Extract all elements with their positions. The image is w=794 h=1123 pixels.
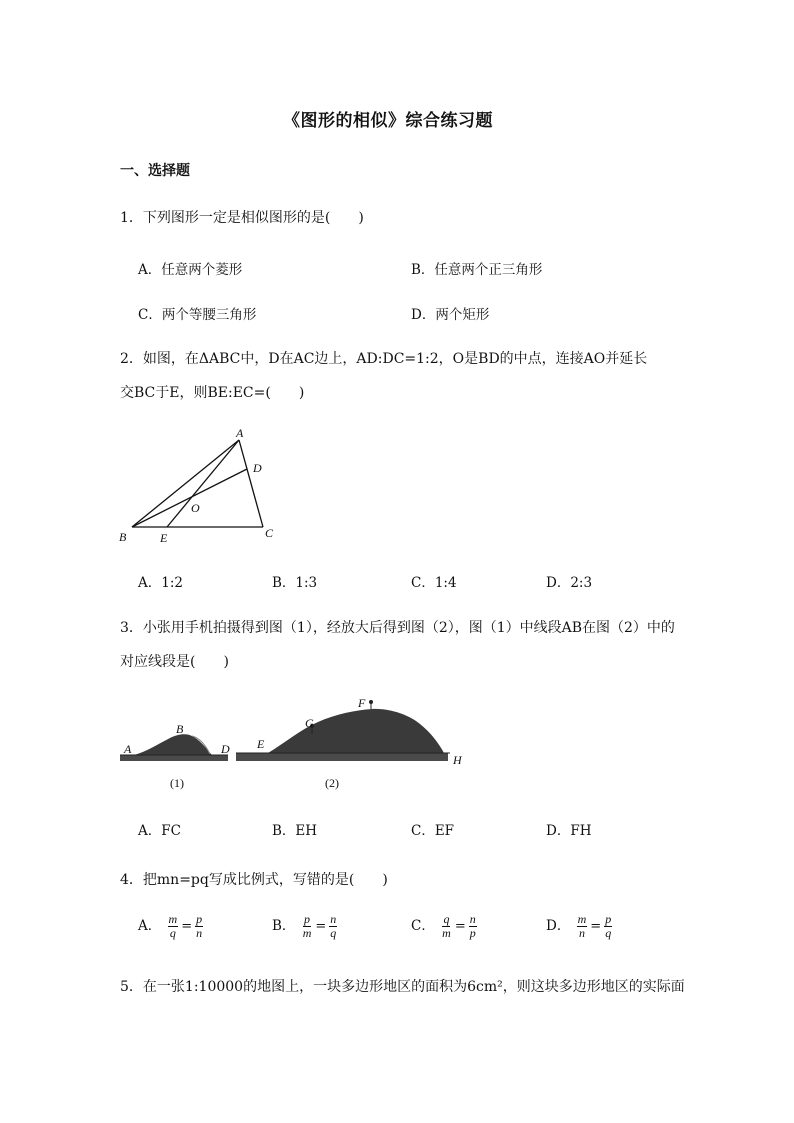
fraction-numerator: p xyxy=(605,912,612,926)
question-3-option-d[interactable]: D．FH xyxy=(546,823,592,839)
question-3-option-c[interactable]: C．EF xyxy=(411,823,455,839)
label-o: O xyxy=(191,501,200,515)
question-3-stem-line-1: 3．小张用手机拍摄得到图（1），经放大后得到图（2），图（1）中线段AB在图（2）中的 xyxy=(120,620,675,636)
caption-1: (1) xyxy=(170,776,184,790)
fraction-denominator: n xyxy=(196,926,203,940)
label-e: E xyxy=(257,737,265,751)
label-d: D xyxy=(221,742,230,756)
photo-2-image xyxy=(236,700,450,761)
caption-2: (2) xyxy=(325,776,339,790)
question-2-option-a[interactable]: A．1:2 xyxy=(138,575,183,591)
fraction-numerator: n xyxy=(330,912,337,926)
question-4-option-c[interactable]: C． $\frac{q}{m}$ = $\frac{n}{p}$ xyxy=(411,912,476,940)
fraction-denominator: m xyxy=(302,926,312,940)
section-heading: 一、选择题 xyxy=(120,163,190,179)
question-2-stem-line-2: 交BC于E，则BE:EC=( ) xyxy=(120,385,305,401)
fraction-denominator: q xyxy=(169,926,176,940)
label-g: G xyxy=(305,716,314,730)
fraction-numerator: q xyxy=(443,912,450,926)
triangle-figure xyxy=(112,426,287,546)
fraction-numerator: m xyxy=(577,912,587,926)
fraction-denominator: n xyxy=(578,926,585,940)
question-1-stem: 1．下列图形一定是相似图形的是( ) xyxy=(120,210,364,226)
label-e: E xyxy=(160,531,168,545)
question-4-stem: 4．把mn=pq写成比例式，写错的是( ) xyxy=(120,872,388,888)
question-3-option-b[interactable]: B．EH xyxy=(272,823,318,839)
question-3-stem-line-2: 对应线段是( ) xyxy=(120,654,229,670)
question-4-option-d[interactable]: D． $\frac{m}{n}$ = $\frac{p}{q}$ xyxy=(546,912,612,940)
question-2-stem-line-1: 2．如图，在ΔABC中，D在AC边上，AD:DC=1:2，O是BD的中点，连接AO并延长 xyxy=(120,351,648,367)
question-1-option-c[interactable]: C．两个等腰三角形 xyxy=(138,307,257,323)
fraction-numerator: p xyxy=(196,912,203,926)
segment-ac xyxy=(239,440,263,527)
question-2-option-b[interactable]: B．1:3 xyxy=(272,575,318,591)
question-1-option-b[interactable]: B．任意两个正三角形 xyxy=(411,262,543,278)
question-1-option-d[interactable]: D．两个矩形 xyxy=(411,307,490,323)
segment-ae xyxy=(167,440,239,527)
fraction-numerator: p xyxy=(304,912,311,926)
fraction-denominator: q xyxy=(330,926,337,940)
label-h: H xyxy=(453,753,462,767)
label-a: A xyxy=(124,742,132,756)
question-1-option-a[interactable]: A．任意两个菱形 xyxy=(138,262,243,278)
option-letter: C． xyxy=(411,918,435,934)
question-2-option-c[interactable]: C．1:4 xyxy=(411,575,457,591)
question-4-option-a[interactable]: A． $\frac{m}{q}$ = $\frac{p}{n}$ xyxy=(138,912,203,940)
mountain-photos-figure xyxy=(118,692,470,794)
segment-bd xyxy=(132,469,247,527)
fraction-denominator: p xyxy=(469,926,476,940)
label-b: B xyxy=(176,722,184,736)
fraction-denominator: m xyxy=(442,926,451,940)
segment-ab xyxy=(132,440,239,527)
option-letter: B． xyxy=(272,918,296,934)
question-2-option-d[interactable]: D．2:3 xyxy=(546,575,593,591)
fraction-denominator: q xyxy=(605,926,612,940)
label-a: A xyxy=(236,426,244,440)
page-title: 《图形的相似》综合练习题 xyxy=(283,111,493,131)
label-d: D xyxy=(253,461,262,475)
fraction-numerator: m xyxy=(168,912,178,926)
option-letter: D． xyxy=(546,918,571,934)
label-c: C xyxy=(265,526,274,540)
option-letter: A． xyxy=(138,918,162,934)
label-b: B xyxy=(119,530,127,544)
question-5-stem-line-1: 5．在一张1:10000的地图上，一块多边形地区的面积为6cm²，则这块多边形地区的实际面 xyxy=(120,979,685,995)
label-f: F xyxy=(358,696,366,710)
fraction-numerator: n xyxy=(469,912,476,926)
photo-1-image xyxy=(120,734,228,761)
question-3-option-a[interactable]: A．FC xyxy=(138,823,181,839)
question-4-option-b[interactable]: B． $\frac{p}{m}$ = $\frac{n}{q}$ xyxy=(272,912,337,940)
